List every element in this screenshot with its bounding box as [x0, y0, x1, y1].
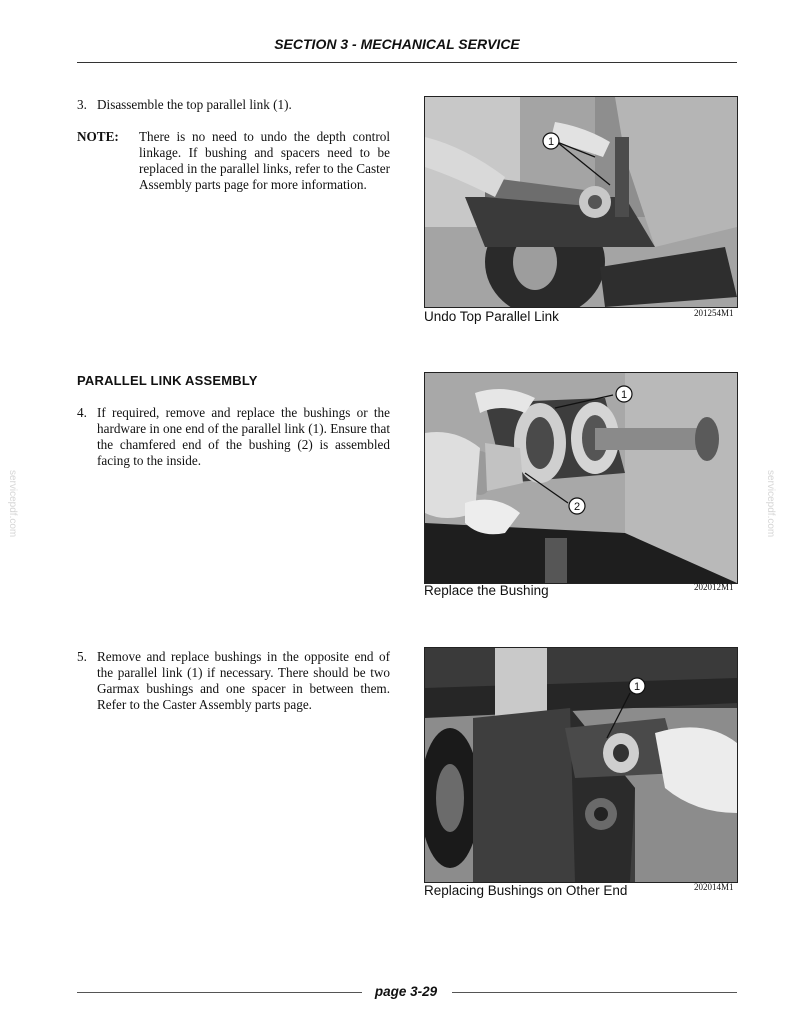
- footer-rule-right: [452, 992, 737, 993]
- figure-2-callout-2: 2: [573, 501, 581, 513]
- step-3: [77, 97, 392, 113]
- watermark-right: servicepdf.com: [765, 470, 776, 538]
- figure-1-code: 201254M1: [694, 308, 734, 318]
- figure-1-callout-1: 1: [547, 136, 555, 148]
- note-text: There is no need to undo the depth control linkage. If bushing and spacers need to be replaced in the parallel links, refer to the Caster Assembly parts page for more information.: [139, 129, 390, 192]
- step-4: [77, 405, 390, 469]
- step-5-number: 5.: [77, 649, 87, 664]
- header-rule: [77, 62, 737, 63]
- figure-3-code: 202014M1: [694, 882, 734, 892]
- step-4-number: 4.: [77, 405, 87, 420]
- figure-3-photo: [424, 647, 738, 883]
- step-3-number: 3.: [77, 97, 87, 112]
- note: [77, 129, 390, 193]
- footer-rule-left: [77, 992, 362, 993]
- section-heading: PARALLEL LINK ASSEMBLY: [77, 373, 258, 388]
- figure-1-caption: Undo Top Parallel Link: [424, 309, 559, 324]
- figure-3-caption: Replacing Bushings on Other End: [424, 883, 628, 898]
- step-5: [77, 649, 390, 713]
- figure-2-code: 202012M1: [694, 582, 734, 592]
- step-4-text: If required, remove and replace the bushings or the hardware in one end of the parallel link (1). Ensure that the chamfered end of the bushing (2) is assembled facing to the inside.: [97, 405, 390, 468]
- watermark-left: servicepdf.com: [7, 470, 18, 538]
- step-5-text: Remove and replace bushings in the opposite end of the parallel link (1) if necessary. There should be two Garmax bushings and one spacer in between them. Refer to the Caster Assembly parts page.: [97, 649, 390, 712]
- page-number: page 3-29: [374, 984, 438, 999]
- figure-3-callout-1: 1: [633, 681, 641, 693]
- figure-2-photo: [424, 372, 738, 584]
- section-header: SECTION 3 - MECHANICAL SERVICE: [274, 36, 520, 52]
- figure-1-photo: [424, 96, 738, 308]
- note-label: NOTE:: [77, 129, 119, 144]
- figure-2-callout-1: 1: [620, 389, 628, 401]
- step-3-text: Disassemble the top parallel link (1).: [97, 97, 292, 112]
- figure-2-caption: Replace the Bushing: [424, 583, 549, 598]
